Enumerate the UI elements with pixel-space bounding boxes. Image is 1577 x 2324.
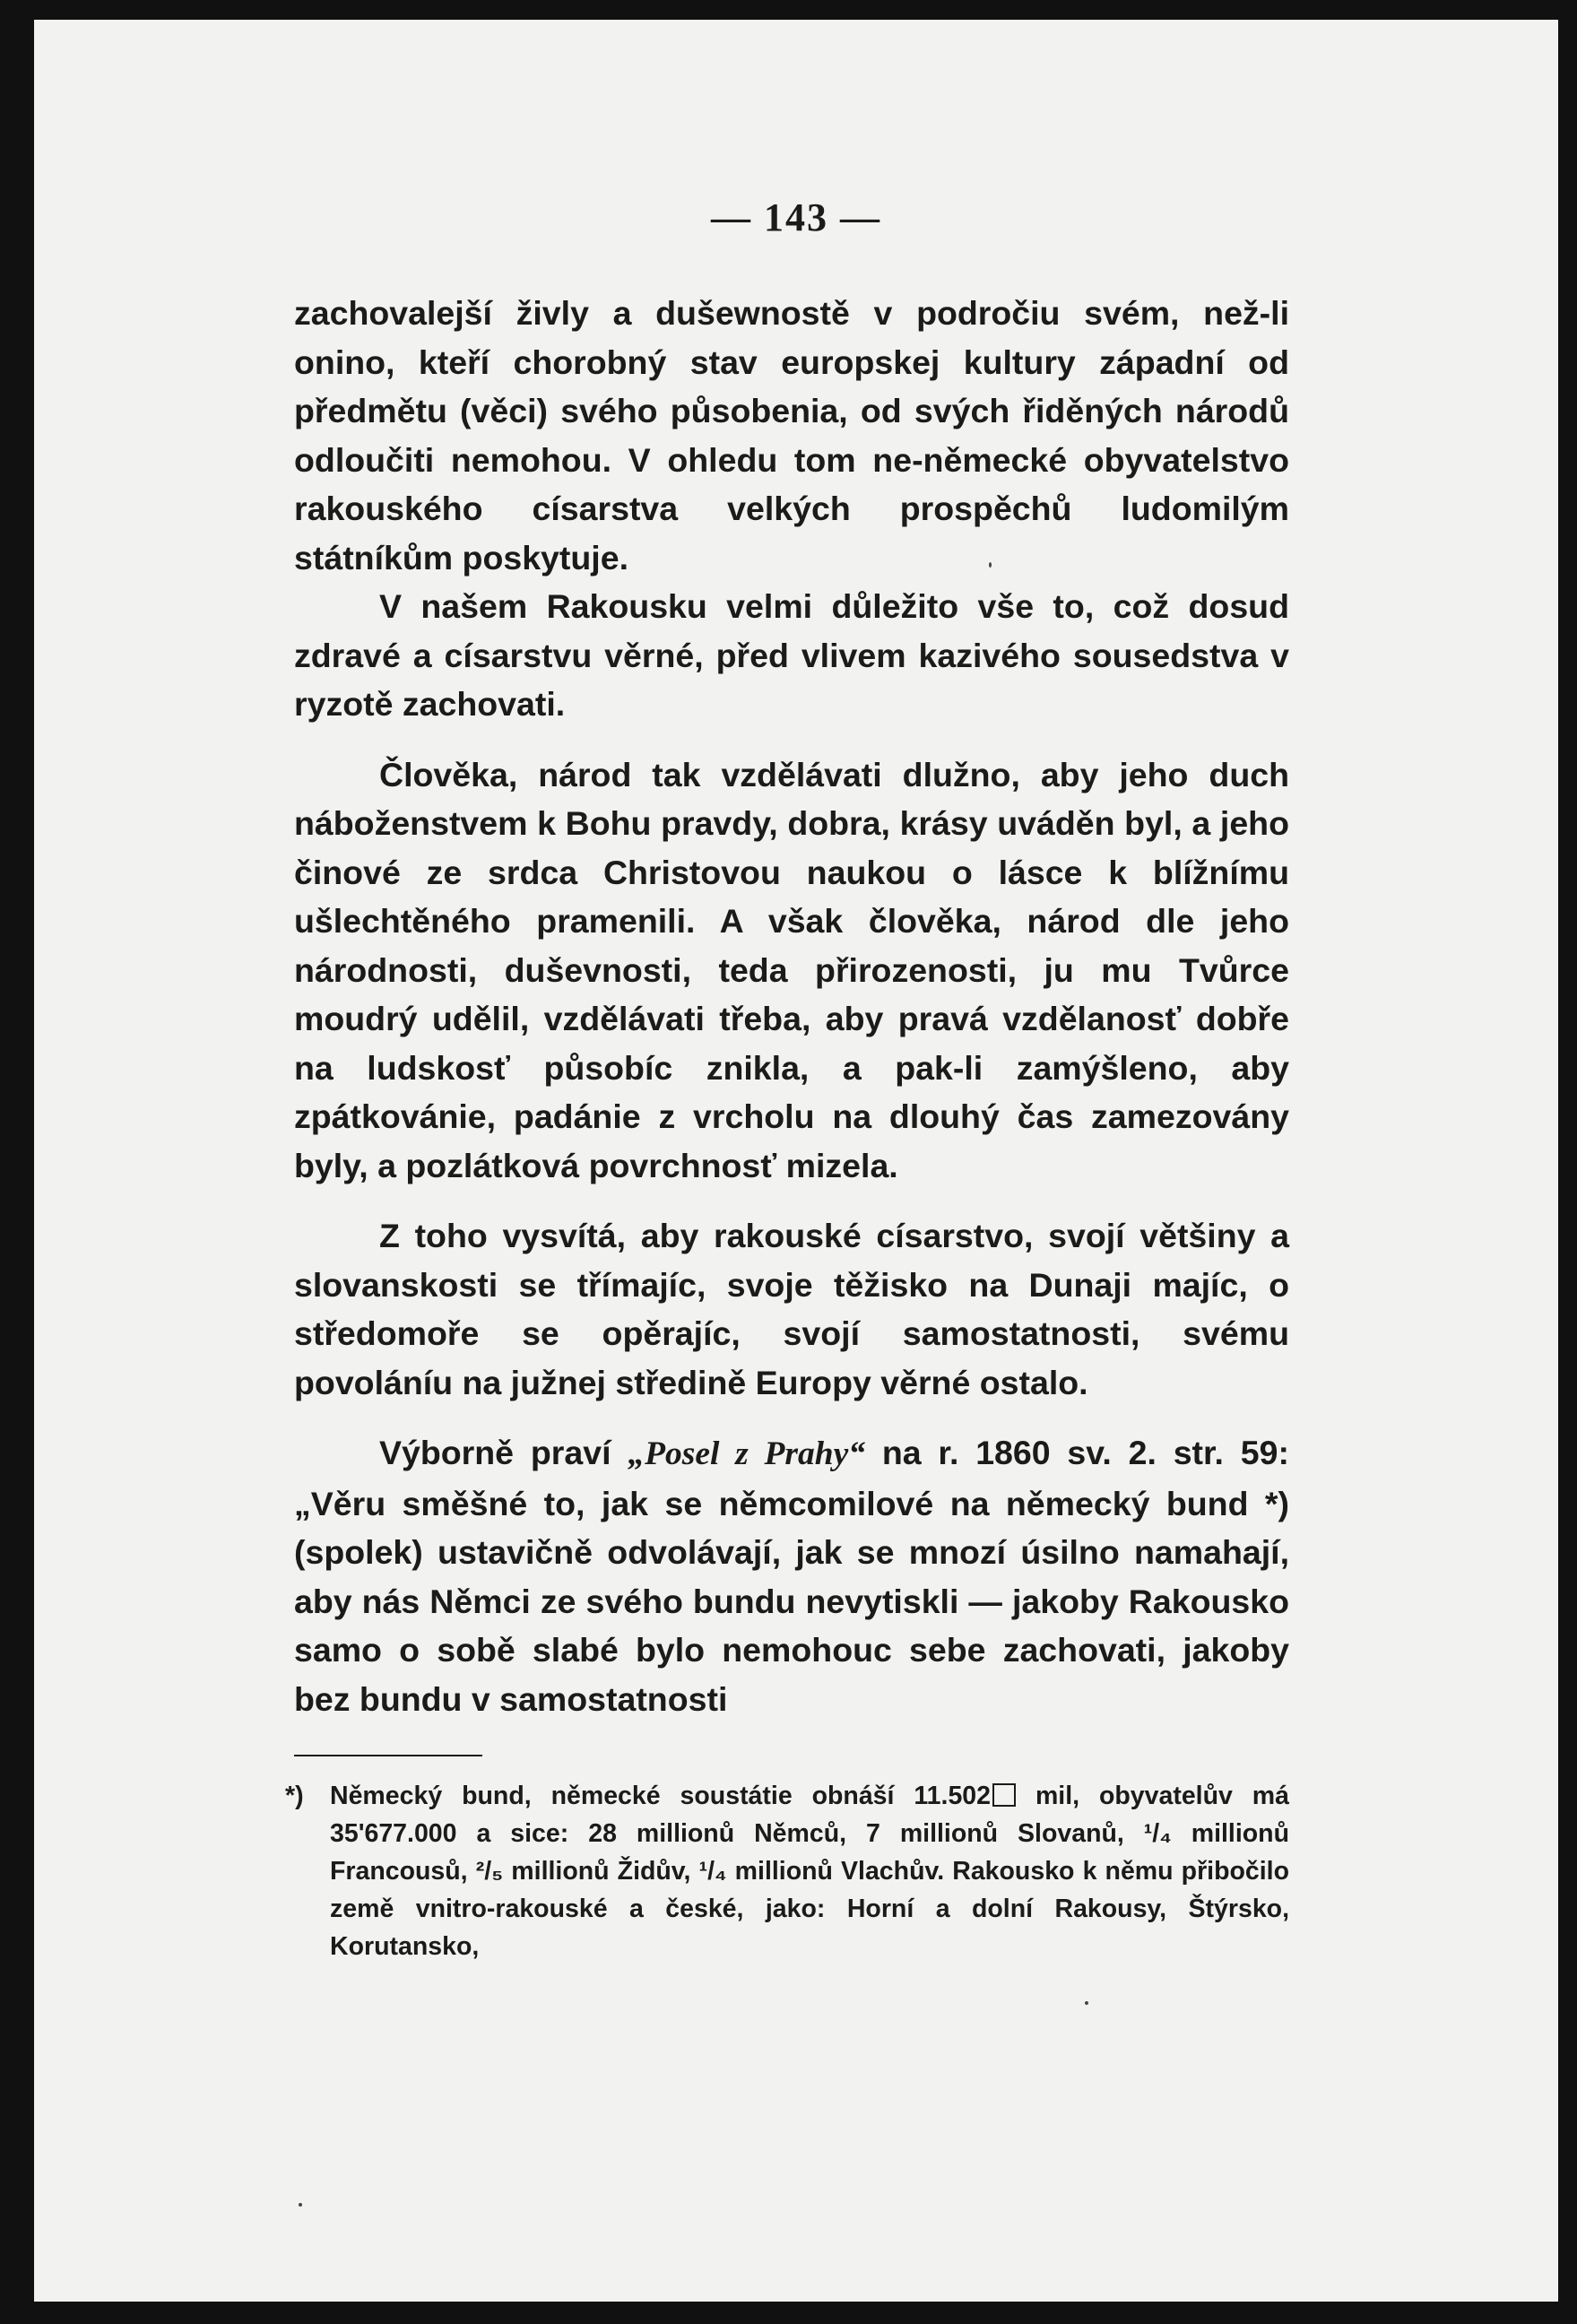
- paragraph-3: Člověka, národ tak vzdělávati dlužno, aby jeho duch náboženstvem k Bohu pravdy, dobra, krásy uváděn byl, a jeho činové ze srdca Christovou naukou o lásce k blížnímu ušlechtěného pramenili. A však člověka, národ dle jeho národnosti, duševnosti, teda přirozenosti, ju mu Tvůrce moudrý udělil, vzdělávati třeba, aby pravá vzdělanosť dobře na ludskosť působíc znikla, a pak-li zamýšleno, aby zpátkovánie, padánie z vrcholu na dlouhý čas zamezovány byly, a pozlátková povrchnosť mizela.: [294, 755, 1289, 1184]
- paragraph-5: [294, 1428, 1289, 1723]
- paragraph-5-suffix: na r. 1860 sv. 2. str. 59: „Věru směšné to, jak se němcomilové na německý bund *) (spolek) ustavičně odvolávají, jak se mnozí úsilno namahají, aby nás Němci ze svého bundu nevytiskli — jakoby Rakousko samo o sobě slabé bylo nemohouc sebe zachovati, jakoby bez bundu v samostatnosti: [294, 1434, 1289, 1718]
- paragraph-2: V našem Rakousku velmi důležito vše to, což dosud zdravé a císarstvu věrné, před vlivem kazivého sousedstva v ryzotě zachovati.: [294, 587, 1289, 723]
- cited-title: „Posel z Prahy“: [628, 1435, 866, 1472]
- footnote-mark: *): [285, 1782, 304, 1810]
- footnote-divider: [294, 1755, 482, 1756]
- footnote-text-before: Německý bund, německé soustátie obnáší 11.502: [330, 1782, 991, 1810]
- footnote-text-after: mil, obyvatelův má 35'677.000 a sice: 28 millionů Němců, 7 millionů Slovanů, ¹/₄ millionů Francousů, ²/₅ millionů Židův, ¹/₄ millionů Vlachův. Rakousko k němu přibočilo země vnitro-rakouské a české, jako: Horní a dolní Rakousy, Štýrsko, Korutansko,: [330, 1782, 1289, 1961]
- book-page: [34, 20, 1558, 2302]
- page-number: — 143 —: [711, 195, 881, 239]
- paragraph-1: zachovalejší živly a dušewnostě v področiu svém, než-li onino, kteří chorobný stav europskej kultury západní od předmětu (věci) svého působenia, od svých řiděných národů odloučiti nemohou. V ohledu tom ne-německé obyvatelstvo rakouského císarstva velkých prospěchů ludomilým státníkům poskytuje.: [294, 294, 1289, 577]
- speck: [989, 562, 992, 568]
- paragraph-4: Z toho vysvítá, aby rakouské císarstvo, svojí většiny a slovanskosti se třímajíc, svoje těžisko na Dunaji majíc, o středomoře se opěrajíc, svojí samostatnosti, svému povoláníu na južnej středině Europy věrné ostalo.: [294, 1217, 1289, 1401]
- paragraph-5-prefix: Výborně praví: [379, 1434, 628, 1471]
- square-mile-symbol: [992, 1783, 1016, 1807]
- footnote-text: [330, 1777, 1289, 1965]
- speck: [299, 2203, 302, 2207]
- speck: [1085, 2001, 1088, 2005]
- footnote: [285, 1777, 1289, 1965]
- main-text: [294, 289, 1289, 1745]
